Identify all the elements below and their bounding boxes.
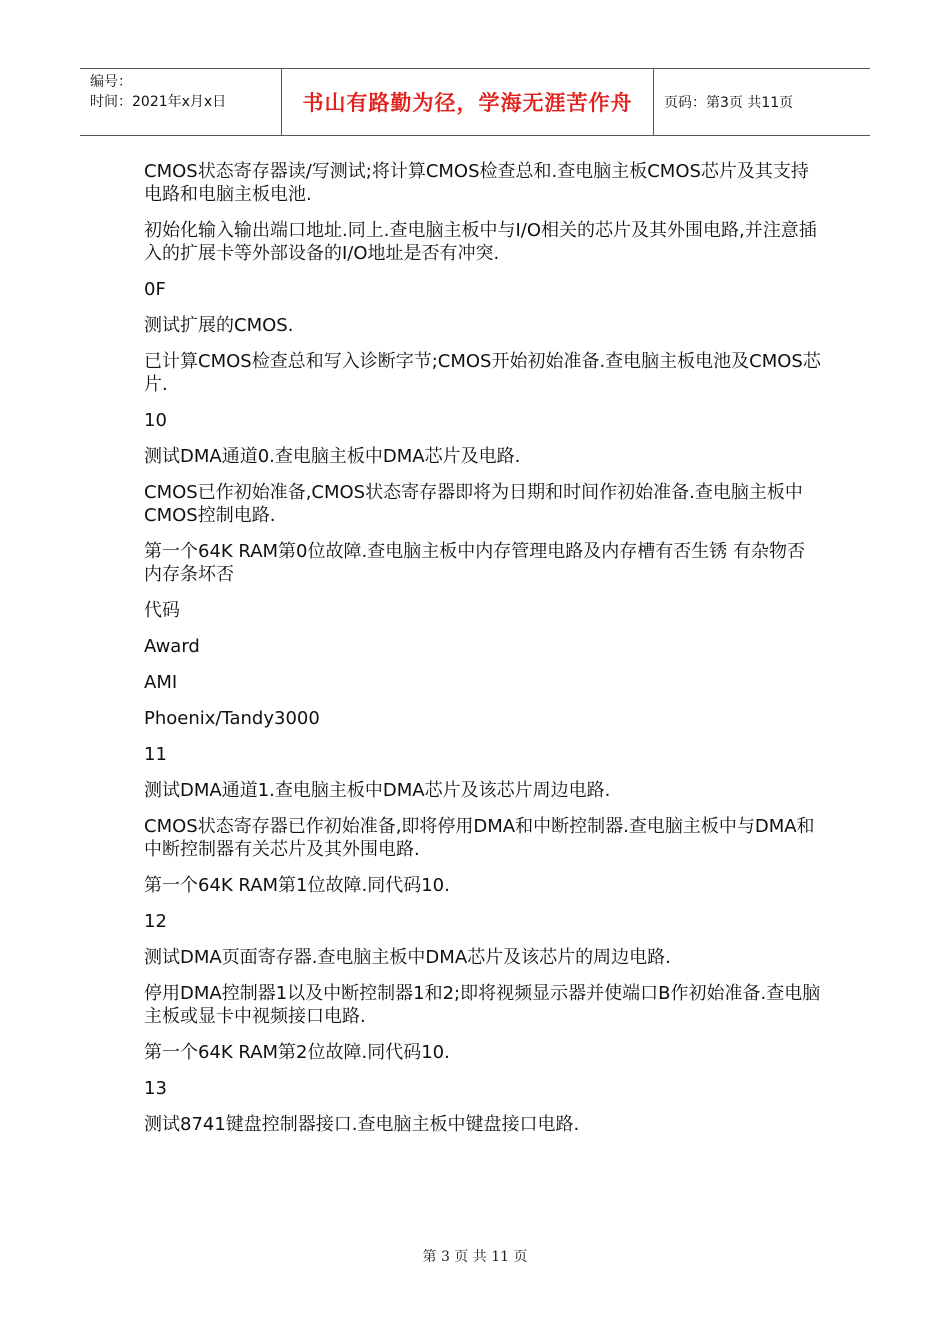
body-paragraph: CMOS状态寄存器已作初始准备,即将停用DMA和中断控制器.查电脑主板中与DMA和中断控制器有关芯片及其外围电路. xyxy=(144,816,815,860)
body-paragraph: CMOS状态寄存器读/写测试;将计算CMOS检查总和.查电脑主板CMOS芯片及其支持电路和电脑主板电池. xyxy=(144,161,809,205)
header-page-info: 页码：第3页 共11页 xyxy=(664,95,794,111)
header-motto-cell xyxy=(282,69,654,135)
body-paragraph: 13 xyxy=(144,1078,167,1099)
body-paragraph: 10 xyxy=(144,410,167,431)
header-meta xyxy=(80,69,282,135)
page-footer xyxy=(0,1246,950,1266)
body-paragraph: 测试扩展的CMOS. xyxy=(144,315,294,336)
body-paragraph: 第一个64K RAM第2位故障.同代码10. xyxy=(144,1042,450,1063)
document-time-label: 时间：2021年x月x日 xyxy=(90,94,227,110)
body-paragraph: 测试DMA页面寄存器.查电脑主板中DMA芯片及该芯片的周边电路. xyxy=(144,947,671,968)
header-motto: 书山有路勤为径，学海无涯苦作舟 xyxy=(302,91,633,115)
body-paragraph: Award xyxy=(144,636,200,657)
body-paragraph: CMOS已作初始准备,CMOS状态寄存器即将为日期和时间作初始准备.查电脑主板中CMOS控制电路. xyxy=(144,482,803,526)
body-paragraph: 第一个64K RAM第0位故障.查电脑主板中内存管理电路及内存槽有否生锈 有杂物否 内存条坏否 xyxy=(144,541,805,585)
body-paragraph: 0F xyxy=(144,279,166,300)
body-paragraph: 12 xyxy=(144,911,167,932)
body-paragraph: 代码 xyxy=(144,600,180,621)
body-paragraph: 测试8741键盘控制器接口.查电脑主板中键盘接口电路. xyxy=(144,1114,580,1135)
body-paragraph: 测试DMA通道1.查电脑主板中DMA芯片及该芯片周边电路. xyxy=(144,780,611,801)
page-header xyxy=(80,68,870,136)
body-paragraph: 测试DMA通道0.查电脑主板中DMA芯片及电路. xyxy=(144,446,521,467)
header-page-info-cell xyxy=(654,69,870,135)
document-number-label: 编号： xyxy=(90,74,132,90)
body-paragraph: 11 xyxy=(144,744,167,765)
body-paragraph: 停用DMA控制器1以及中断控制器1和2;即将视频显示器并使端口B作初始准备.查电脑主板或显卡中视频接口电路. xyxy=(144,983,821,1027)
body-paragraph: 第一个64K RAM第1位故障.同代码10. xyxy=(144,875,450,896)
body-paragraph: 已计算CMOS检查总和写入诊断字节;CMOS开始初始准备.查电脑主板电池及CMOS芯片. xyxy=(144,351,821,395)
footer-page-number: 第 3 页 共 11 页 xyxy=(422,1249,528,1265)
body-paragraph: 初始化输入输出端口地址.同上.查电脑主板中与I/O相关的芯片及其外围电路,并注意插入的扩展卡等外部设备的I/O地址是否有冲突. xyxy=(144,220,817,264)
body-paragraph: AMI xyxy=(144,672,178,693)
body-paragraph: Phoenix/Tandy3000 xyxy=(144,708,320,729)
document-body xyxy=(144,160,824,1149)
